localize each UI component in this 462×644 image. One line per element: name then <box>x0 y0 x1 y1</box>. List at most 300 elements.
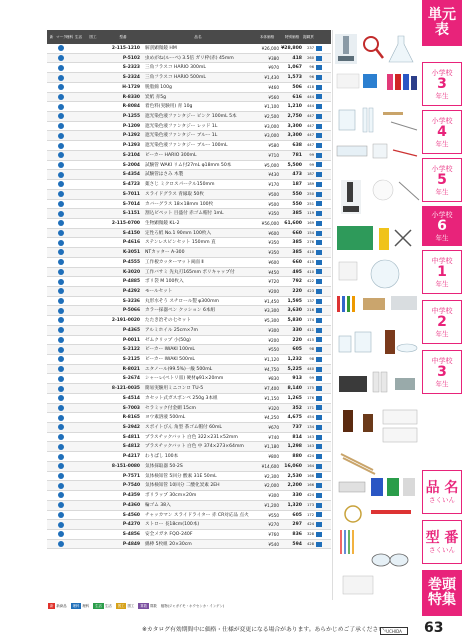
mark-cell <box>56 374 65 383</box>
mark-cell <box>74 268 83 277</box>
product-code: P-4217 <box>122 454 140 460</box>
tab-label-b: 巻頭特集 <box>428 577 456 608</box>
product-code: S-1151 <box>122 211 140 217</box>
standard-price: ¥430 <box>268 172 279 178</box>
type-cell <box>83 102 103 111</box>
type-cell <box>83 306 103 315</box>
special-price: 330 <box>292 493 302 499</box>
photo-ref-icon <box>316 94 322 99</box>
standard-price: ¥970 <box>268 65 279 71</box>
special-price: 330 <box>292 327 302 333</box>
mark-cell <box>65 511 74 520</box>
product-code: P-4359 <box>122 493 140 499</box>
table-row <box>47 306 331 316</box>
special-price: 3,300 <box>287 123 302 129</box>
gas-detector-image <box>339 478 415 496</box>
category-dot-icon <box>58 288 64 294</box>
mark-cell <box>56 131 65 140</box>
mark-cell <box>74 452 83 461</box>
type-cell <box>83 63 103 72</box>
photo-ref-icon <box>316 425 322 430</box>
product-code: S-3236 <box>122 298 140 304</box>
product-code: S-4856 <box>122 531 140 537</box>
photo-ref-icon <box>316 211 322 216</box>
standard-price: ¥200 <box>268 288 279 294</box>
type-cell <box>83 83 103 92</box>
section-tab[interactable] <box>422 300 462 344</box>
page-ref: 164 <box>307 463 314 468</box>
header-name: 品名 <box>194 35 202 39</box>
product-code: P-4365 <box>122 327 140 333</box>
special-price: 660 <box>292 259 302 265</box>
photo-ref-cell <box>314 131 322 140</box>
standard-price: ¥26,000 <box>261 46 279 51</box>
special-price: 2,200 <box>287 483 302 489</box>
category-dot-icon <box>58 201 64 207</box>
photo-ref-cell <box>314 297 322 306</box>
special-price: ¥28,800 <box>281 46 302 51</box>
mark-cell <box>56 93 65 102</box>
product-code: P-4849 <box>122 541 140 547</box>
photo-ref-icon <box>316 192 322 197</box>
section-tab[interactable] <box>422 206 462 246</box>
photo-ref-cell <box>314 112 322 121</box>
photo-ref-icon <box>316 85 322 90</box>
product-name: 定性ろ紙 No.1 90mm 100枚入 <box>145 230 212 236</box>
mark-cell <box>56 112 65 121</box>
mark-cell <box>65 520 74 529</box>
tab-label-a: 小学校 <box>431 210 453 219</box>
mark-cell <box>47 316 56 325</box>
table-row <box>47 200 331 210</box>
photo-ref-cell <box>314 530 322 539</box>
page-ref: 169 <box>307 220 314 225</box>
mark-cell <box>56 384 65 393</box>
table-row <box>47 316 331 326</box>
type-cell <box>83 511 103 520</box>
product-code: P-4360 <box>122 502 140 508</box>
table-row <box>47 345 331 355</box>
special-price: 605 <box>292 512 302 518</box>
mark-cell <box>74 248 83 257</box>
type-cell <box>83 413 103 422</box>
mark-cell <box>56 472 65 481</box>
mark-cell <box>47 287 56 296</box>
category-dot-icon <box>58 512 64 518</box>
page-ref: 447 <box>307 123 314 128</box>
page-ref: 410 <box>307 269 314 274</box>
mark-cell <box>65 306 74 315</box>
photo-ref-icon <box>316 250 322 255</box>
table-row <box>47 229 331 239</box>
mark-cell <box>47 501 56 510</box>
photo-ref-icon <box>316 318 322 323</box>
mark-cell <box>74 102 83 111</box>
section-tab[interactable] <box>422 520 462 564</box>
special-price: 792 <box>292 279 302 285</box>
category-dot-icon <box>58 230 64 236</box>
mark-cell <box>65 287 74 296</box>
mark-cell <box>56 520 65 529</box>
mark-cell <box>56 511 65 520</box>
type-cell <box>83 238 103 247</box>
product-code: 8-121-0035 <box>111 386 140 392</box>
photo-ref-icon <box>316 289 322 294</box>
tab-label-b: 品 名 <box>425 479 459 496</box>
category-dot-icon <box>58 113 64 119</box>
page-ref: 428 <box>307 541 314 546</box>
standard-price: ¥800 <box>268 454 279 460</box>
product-name: 三角フラスコ HARIO 300mL <box>145 65 206 71</box>
mark-cell <box>65 472 74 481</box>
table-row <box>47 413 331 423</box>
cutter-mat-image <box>337 226 411 250</box>
product-code: 2-115-0700 <box>111 220 140 226</box>
photo-ref-cell <box>314 540 322 549</box>
product-code: S-2004 <box>122 162 140 168</box>
product-name: プラスチックバット 白色 中 374×273×64mm <box>145 444 244 450</box>
category-dot-icon <box>58 191 64 197</box>
product-name: セラミック付金網 15cm <box>145 405 196 411</box>
product-name: たたき治その七セット <box>145 318 191 324</box>
standard-price: ¥560 <box>268 94 279 100</box>
photo-ref-cell <box>314 122 322 131</box>
type-cell <box>83 287 103 296</box>
section-tab[interactable] <box>422 0 462 46</box>
table-row <box>47 219 331 229</box>
product-code: P-4885 <box>122 279 140 285</box>
mark-cell <box>47 297 56 306</box>
mark-cell <box>47 63 56 72</box>
table-row <box>47 462 331 472</box>
tab-label-a: 中学校 <box>431 356 453 365</box>
mark-cell <box>65 238 74 247</box>
category-dot-icon <box>58 259 64 265</box>
standard-price: ¥580 <box>268 143 279 149</box>
photo-ref-cell <box>314 238 322 247</box>
page-ref: 166 <box>307 473 314 478</box>
product-name: ビーカー IWAKI 500mL <box>145 357 195 362</box>
mark-cell <box>65 73 74 82</box>
tab-label-b: 3 <box>437 363 447 380</box>
section-tab[interactable] <box>422 62 462 106</box>
photo-ref-cell <box>314 93 322 102</box>
standard-price: ¥1,150 <box>264 395 279 401</box>
product-code: P-1293 <box>122 143 140 149</box>
table-row <box>47 374 331 384</box>
photo-ref-cell <box>314 73 322 82</box>
special-price: 836 <box>292 531 302 537</box>
type-cell <box>83 268 103 277</box>
mark-cell <box>65 540 74 549</box>
mark-cell <box>65 229 74 238</box>
tab-label-c: さくいん <box>429 495 455 504</box>
page-ref: 187 <box>307 172 314 177</box>
bags-image <box>339 260 399 288</box>
page-ref: 174 <box>307 318 314 323</box>
section-tabs <box>422 0 462 644</box>
product-code: P-4616 <box>122 240 140 246</box>
page-ref: 411 <box>307 327 314 332</box>
mark-cell <box>47 511 56 520</box>
product-code: S-4560 <box>122 512 140 518</box>
type-cell <box>83 540 103 549</box>
product-code: S-4514 <box>122 395 140 401</box>
photo-ref-icon <box>316 114 322 119</box>
special-price: 550 <box>292 191 302 197</box>
mark-cell <box>56 238 65 247</box>
mark-cell <box>65 394 74 403</box>
section-tab[interactable] <box>422 110 462 154</box>
table-row <box>47 44 331 54</box>
photo-ref-icon <box>316 493 322 498</box>
mark-cell <box>56 297 65 306</box>
standard-price: ¥2,500 <box>264 114 279 120</box>
product-code: P-4555 <box>122 259 140 265</box>
category-dot-icon <box>58 162 64 168</box>
mark-cell <box>65 258 74 267</box>
mark-cell <box>56 365 65 374</box>
standard-price: ¥760 <box>268 531 279 537</box>
product-code: S-7014 <box>122 201 140 207</box>
category-dot-icon <box>58 172 64 178</box>
legend-label: 新商品 <box>56 604 67 608</box>
photo-ref-cell <box>314 102 322 111</box>
photo-ref-icon <box>316 473 322 478</box>
mark-cell <box>74 462 83 471</box>
photo-ref-icon <box>316 396 322 401</box>
product-name: ボリ袋 M 100枚入 <box>145 279 184 285</box>
table-row <box>47 511 331 521</box>
special-price: 506 <box>292 84 302 90</box>
tab-label-a: 中学校 <box>431 306 453 315</box>
pens-image <box>337 296 417 312</box>
mark-cell <box>56 530 65 539</box>
category-dot-icon <box>58 123 64 129</box>
standard-price: ¥2,300 <box>264 473 279 479</box>
standard-price: ¥670 <box>268 425 279 431</box>
standard-price: ¥14,600 <box>261 463 279 469</box>
mark-cell <box>74 170 83 179</box>
special-price: 385 <box>292 250 302 256</box>
product-code: P-7540 <box>122 483 140 489</box>
photo-ref-cell <box>314 326 322 335</box>
type-cell <box>83 170 103 179</box>
photo-ref-icon <box>316 444 322 449</box>
mark-cell <box>74 306 83 315</box>
standard-price: ¥1,120 <box>264 357 279 362</box>
type-cell <box>83 404 103 413</box>
special-price: 737 <box>292 425 302 431</box>
photo-ref-icon <box>316 386 322 391</box>
photo-ref-icon <box>316 435 322 440</box>
page-ref: 99 <box>309 376 314 381</box>
category-dot-icon <box>58 356 64 362</box>
product-name: ビーカー IWAKI 100mL <box>145 347 195 353</box>
special-price: 781 <box>292 152 302 158</box>
mark-cell <box>56 452 65 461</box>
special-price: 4,675 <box>287 415 302 421</box>
product-code: H-1729 <box>122 84 140 90</box>
page-ref: 143 <box>307 434 314 439</box>
legend-swatch: 図工 <box>117 603 125 608</box>
mark-cell <box>47 170 56 179</box>
standard-price: ¥1,180 <box>264 444 279 450</box>
legend-swatch: 理科 <box>72 603 80 608</box>
mark-cell <box>65 481 74 490</box>
section-tab[interactable] <box>422 570 462 616</box>
mark-cell <box>47 413 56 422</box>
standard-price: ¥1,200 <box>264 502 279 508</box>
category-dot-icon <box>58 75 64 81</box>
section-tab[interactable] <box>422 470 462 514</box>
table-row <box>47 491 331 501</box>
mark-cell <box>74 151 83 160</box>
product-code: R-8165 <box>122 415 140 421</box>
photo-ref-icon <box>316 405 322 410</box>
photo-ref-icon <box>316 269 322 274</box>
product-name: 試験管 WAKI リム付27mL φ18mm 50本 <box>145 162 232 168</box>
mark-cell <box>47 374 56 383</box>
footer-note: ※カタログ有効期間中に価格・仕様が変更になる場合があります。あらかじめご了承ください。 <box>142 627 390 633</box>
table-row <box>47 336 331 346</box>
product-name: エタノール(99.5%)一級 500mL <box>145 366 213 372</box>
special-price: 880 <box>292 454 302 460</box>
special-price: 638 <box>292 143 302 149</box>
mark-cell <box>74 374 83 383</box>
mark-cell <box>47 277 56 286</box>
photo-ref-icon <box>316 133 322 138</box>
section-tab[interactable] <box>422 350 462 394</box>
mark-cell <box>47 365 56 374</box>
photo-ref-cell <box>314 365 322 374</box>
photo-ref-cell <box>314 345 322 354</box>
standard-price: ¥350 <box>268 211 279 217</box>
mark-cell <box>56 481 65 490</box>
photo-ref-icon <box>316 328 322 333</box>
test-tubes-image <box>363 108 417 132</box>
mark-cell <box>56 219 65 228</box>
product-name: 虫めがね(ルーペ) 3.5倍 ガリ枠(赤) 45mm <box>145 55 234 61</box>
mark-cell <box>65 161 74 170</box>
mark-cell <box>56 462 65 471</box>
mark-cell <box>74 44 83 53</box>
mark-cell <box>74 433 83 442</box>
product-name: 綿棒 5枚組 20×30cm <box>145 541 192 547</box>
product-code: S-2122 <box>122 347 140 353</box>
photo-ref-cell <box>314 384 322 393</box>
photo-ref-icon <box>316 512 322 517</box>
mark-cell <box>56 73 65 82</box>
mark-cell <box>74 122 83 131</box>
special-price: 1,265 <box>287 395 302 401</box>
photo-ref-icon <box>316 483 322 488</box>
mark-cell <box>47 433 56 442</box>
standard-price: ¥300 <box>268 493 279 499</box>
mark-cell <box>74 209 83 218</box>
category-dot-icon <box>58 211 64 217</box>
page-ref: 424 <box>307 493 314 498</box>
product-name: 生物顕微鏡 KL-2 <box>145 220 180 226</box>
mark-cell <box>74 520 83 529</box>
product-code: K-3020 <box>122 269 140 275</box>
type-cell <box>83 161 103 170</box>
tab-label-c: 年生 <box>435 187 449 196</box>
mark-cell <box>65 530 74 539</box>
mark-cell <box>56 83 65 92</box>
legend-label: 図工 <box>127 604 135 608</box>
table-row <box>47 93 331 103</box>
mark-cell <box>47 44 56 53</box>
page-ref: 276 <box>307 240 314 245</box>
mark-cell <box>65 316 74 325</box>
mark-cell <box>47 326 56 335</box>
type-cell <box>83 200 103 209</box>
special-price: 16,060 <box>284 463 302 469</box>
category-dot-icon <box>58 463 64 469</box>
mark-cell <box>65 326 74 335</box>
product-code: 2-191-0020 <box>111 318 140 324</box>
legend-swatch: 算数 <box>140 603 148 608</box>
category-dot-icon <box>58 94 64 100</box>
type-cell <box>83 277 103 286</box>
mark-cell <box>74 384 83 393</box>
table-row <box>47 83 331 93</box>
standard-price: ¥3,300 <box>264 308 279 314</box>
mark-cell <box>56 336 65 345</box>
page-ref: 171 <box>307 405 314 410</box>
type-cell <box>83 44 103 53</box>
mark-cell <box>65 190 74 199</box>
mark-cell <box>74 394 83 403</box>
mark-cell <box>74 93 83 102</box>
tab-label-a: 中学校 <box>431 256 453 265</box>
special-price: 5,830 <box>287 318 302 324</box>
type-cell <box>83 54 103 63</box>
photo-ref-icon <box>316 75 322 80</box>
standard-price: ¥270 <box>268 522 279 528</box>
page-ref: 176 <box>307 395 314 400</box>
product-name: 安全メガネ FQO-240F <box>145 531 193 537</box>
type-cell <box>83 122 103 131</box>
mark-cell <box>74 423 83 432</box>
mark-cell <box>74 141 83 150</box>
category-dot-icon <box>58 133 64 139</box>
photo-ref-cell <box>314 394 322 403</box>
table-row <box>47 63 331 73</box>
special-price: 2,530 <box>287 473 302 479</box>
page-ref: 415 <box>307 337 314 342</box>
page-ref: 447 <box>307 133 314 138</box>
product-name: カラー採器ペン クッション 6本組 <box>145 308 216 314</box>
mark-cell <box>47 180 56 189</box>
category-dot-icon <box>58 386 64 392</box>
mark-cell <box>47 384 56 393</box>
mark-cell <box>56 306 65 315</box>
mark-cell <box>74 190 83 199</box>
special-price: 594 <box>292 541 302 547</box>
special-price: 187 <box>292 182 302 188</box>
section-tab[interactable] <box>422 250 462 294</box>
product-name: 割込ビペット 目盛付 赤ゴム帽付 1mL <box>145 211 224 217</box>
product-name: 気体採取器 50-2S <box>145 463 183 469</box>
type-cell <box>83 423 103 432</box>
product-code: S-4723 <box>122 182 140 188</box>
mark-cell <box>56 277 65 286</box>
section-tab[interactable] <box>422 158 462 202</box>
page-ref: 447 <box>307 114 314 119</box>
photo-ref-cell <box>314 423 322 432</box>
